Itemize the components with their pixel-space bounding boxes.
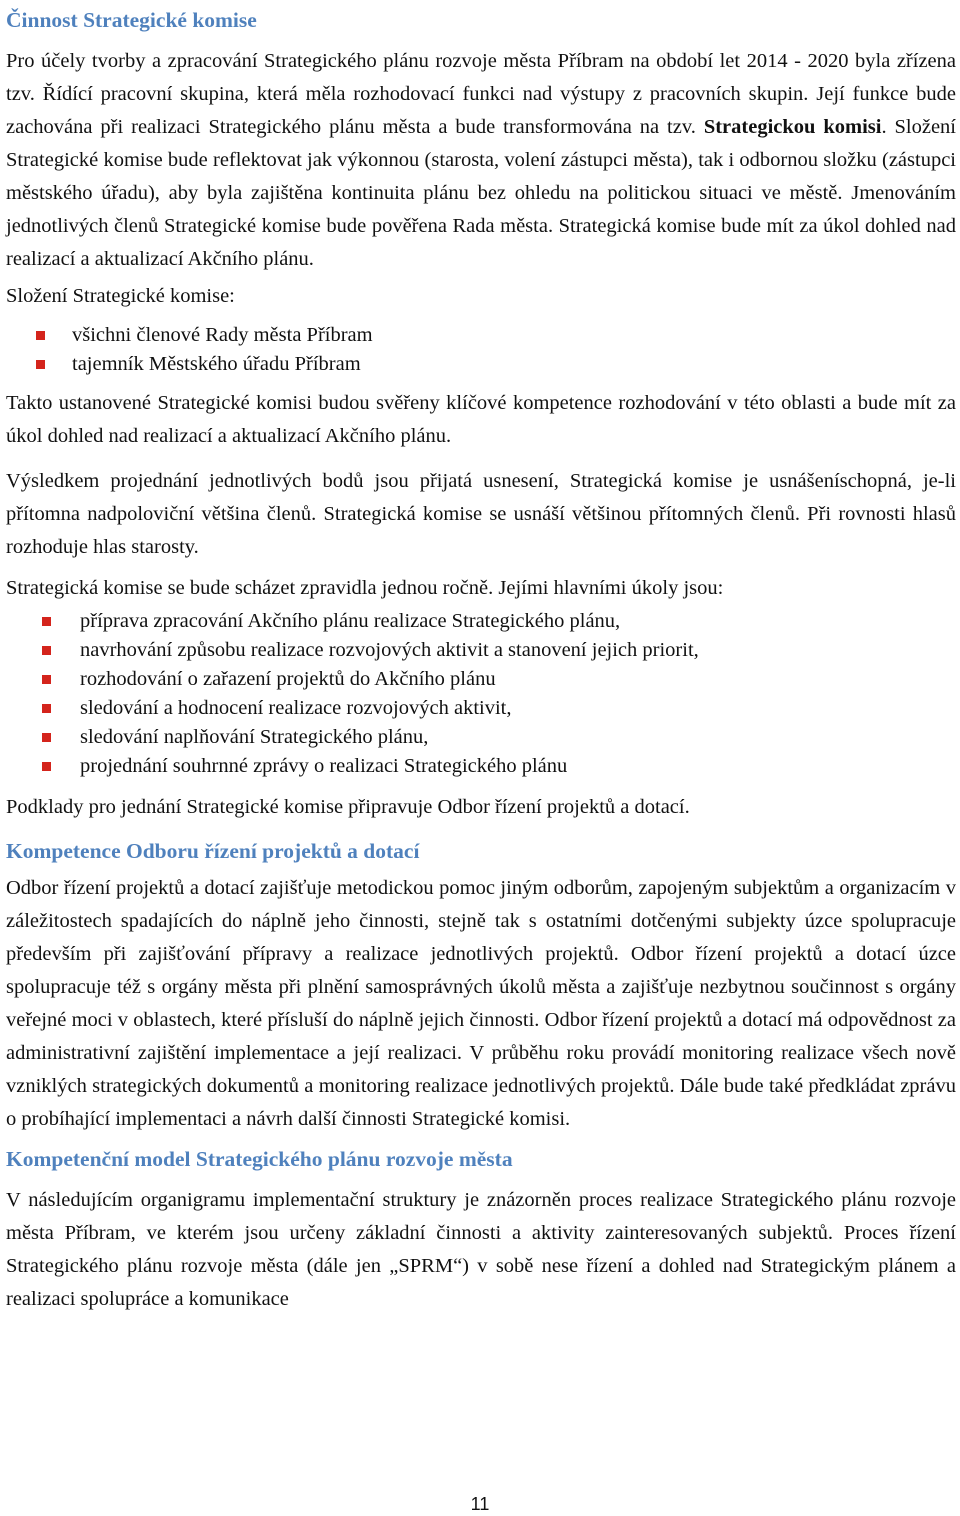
members-list (6, 321, 956, 379)
list-item: tajemník Městského úřadu Příbram (6, 350, 956, 379)
bullet-square-icon (42, 733, 51, 742)
heading-competence-model: Kompetenční model Strategického plánu rozvoje města (6, 1147, 513, 1171)
list-item: sledování a hodnocení realizace rozvojových aktivit, (6, 694, 956, 723)
list-item: rozhodování o zařazení projektů do Akčního plánu (6, 665, 956, 694)
paragraph-commission-intro-part1: Pro účely tvorby a zpracování Strategického plánu rozvoje města Příbram na období let 2014 - 2020 byla zřízena tzv. Řídící pracovní skupina, která měla rozhodovací funkci nad výstupy z pracovních skupin. Její funkce bude zachována při realizaci Strategického plánu města a bude transformována na tzv. (6, 50, 956, 138)
paragraph-resolutions: Výsledkem projednání jednotlivých bodů jsou přijatá usnesení, Strategická komise je usnášeníschopná, je-li přítomna nadpoloviční většina členů. Strategická komise se usnáší většinou přítomných členů. Při rovnosti hlasů rozhoduje hlas starosty. (6, 470, 956, 558)
paragraph-commission-intro (6, 45, 956, 276)
list-item: všichni členové Rady města Příbram (6, 321, 956, 350)
list-item: projednání souhrnné zprávy o realizaci Strategického plánu (6, 752, 956, 781)
document-page (6, 0, 956, 1316)
bullet-square-icon (36, 331, 45, 340)
paragraph-documents: Podklady pro jednání Strategické komise připravuje Odbor řízení projektů a dotací. (6, 796, 690, 818)
bullet-square-icon (42, 762, 51, 771)
heading-department-competences: Kompetence Odboru řízení projektů a dotací (6, 839, 420, 863)
strategic-commission-bold: Strategickou komisi (703, 116, 882, 138)
paragraph-meetings: Strategická komise se bude scházet zpravidla jednou ročně. Jejími hlavními úkoly jsou: (6, 577, 724, 599)
paragraph-department: Odbor řízení projektů a dotací zajišťuje metodickou pomoc jiným odborům, zapojeným subjektům a organizacím v záležitostech spadajících do náplně jeho činnosti, stejně tak s ostatními dotčenými subjekty úzce spolupracuje především při zajišťování přípravy a realizace jednotlivých projektů. Odbor řízení projektů a dotací úzce spolupracuje též s orgány města při plnění samosprávných úkolů města a zajišťuje nezbytnou součinnost s orgány veřejné moci v oblastech, které přísluší do náplně jejich činnosti. Odbor řízení projektů a dotací má odpovědnost za administrativní zajištění implementace a její realizaci. V průběhu roku provádí monitoring realizace všech nově vzniklých strategických dokumentů a monitoring realizace jednotlivých projektů. Dále bude také předkládat zprávu o probíhající implementaci a návrh další činnosti Strategické komisi. (6, 877, 956, 1130)
bullet-square-icon (42, 704, 51, 713)
paragraph-organigram: V následujícím organigramu implementační struktury je znázorněn proces realizace Strategického plánu rozvoje města Příbram, ve kterém jsou určeny základní činnosti a aktivity zainteresovaných subjektů. Proces řízení Strategického plánu rozvoje města (dále jen „SPRM“) v sobě nese řízení a dohled nad Strategickým plánem a realizaci spolupráce a komunikace (6, 1189, 956, 1310)
list-item: navrhování způsobu realizace rozvojových aktivit a stanovení jejich priorit, (6, 636, 956, 665)
page-number: 11 (470, 1494, 490, 1514)
heading-strategic-commission: Činnost Strategické komise (6, 8, 257, 32)
bullet-square-icon (42, 675, 51, 684)
tasks-list (6, 607, 956, 781)
list-item: příprava zpracování Akčního plánu realizace Strategického plánu, (6, 607, 956, 636)
paragraph-competences: Takto ustanovené Strategické komisi budou svěřeny klíčové kompetence rozhodování v této oblasti a bude mít za úkol dohled nad realizací a aktualizací Akčního plánu. (6, 392, 956, 447)
composition-label: Složení Strategické komise: (6, 285, 235, 307)
bullet-square-icon (42, 646, 51, 655)
bullet-square-icon (36, 360, 45, 369)
bullet-square-icon (42, 617, 51, 626)
paragraph-commission-intro-part2: . Složení Strategické komise bude reflektovat jak výkonnou (starosta, volení zástupci města), tak i odbornou složku (zástupci městského úřadu), aby byla zajištěna kontinuita plánu bez ohledu na politickou situaci ve městě. Jmenováním jednotlivých členů Strategické komise bude pověřena Rada města. Strategická komise bude mít za úkol dohled nad realizací a aktualizací Akčního plánu. (6, 116, 957, 270)
list-item: sledování naplňování Strategického plánu, (6, 723, 956, 752)
